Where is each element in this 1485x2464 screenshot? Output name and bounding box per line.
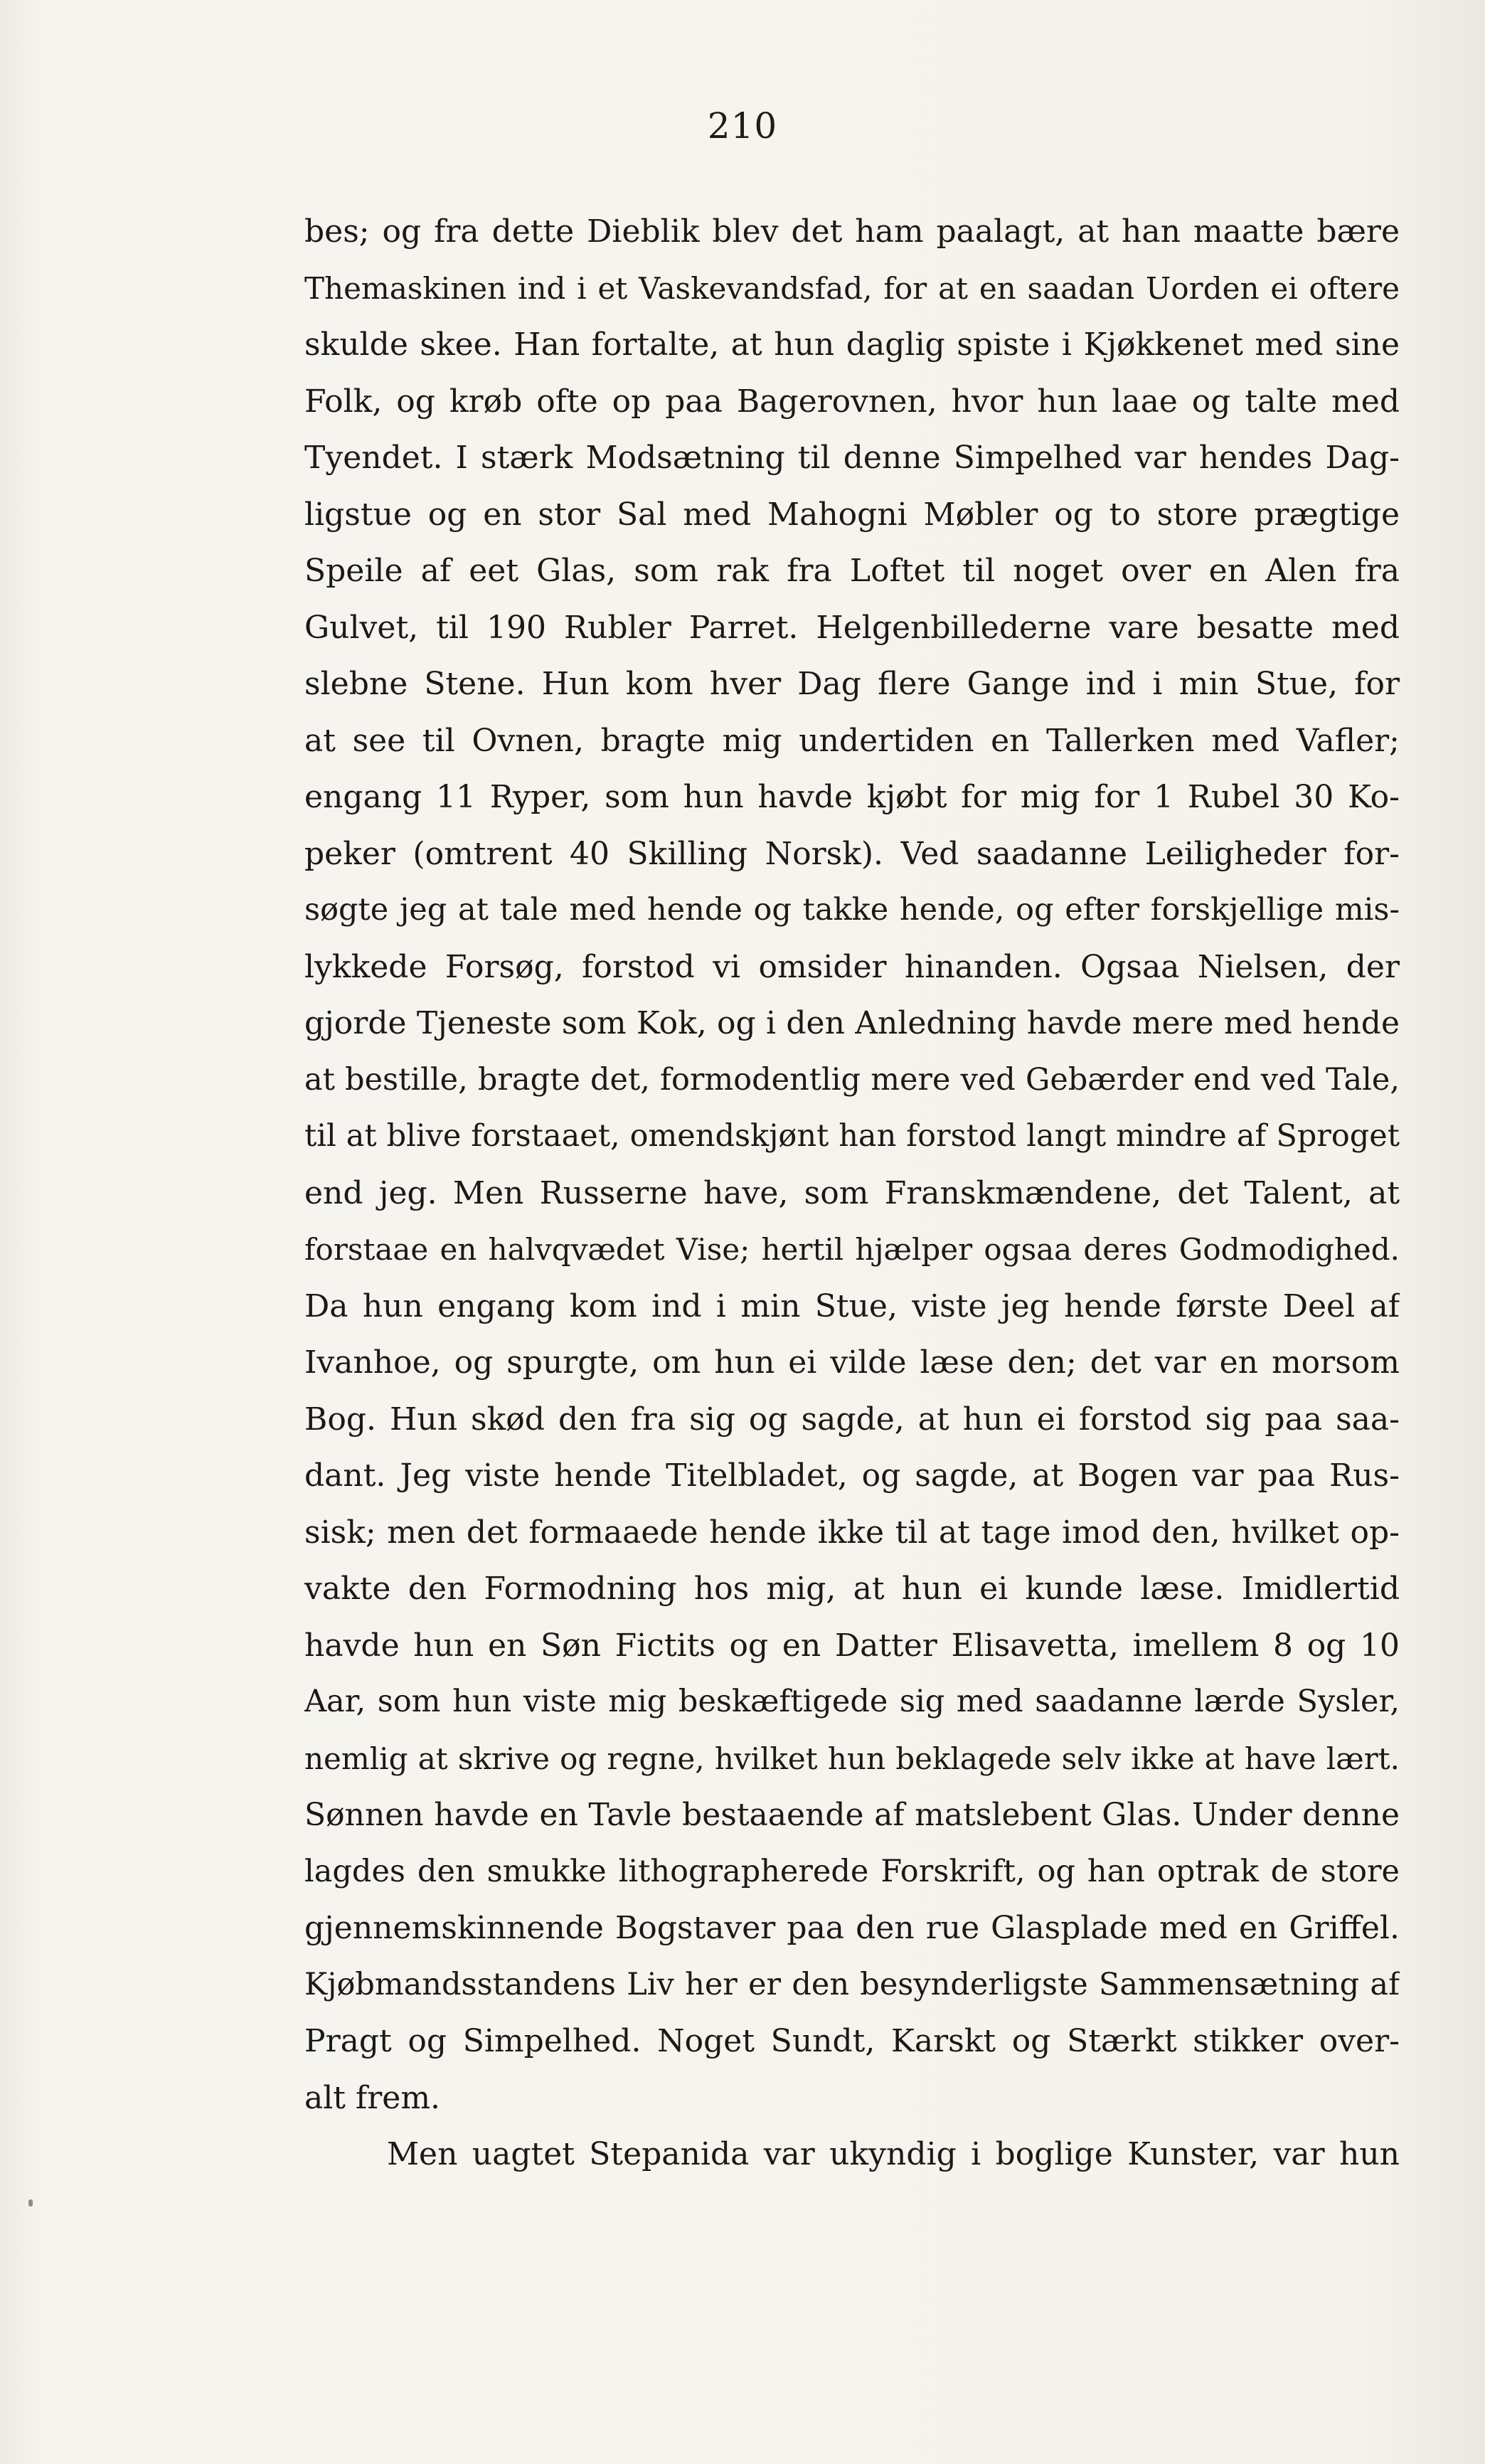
text-line: Pragt og Simpelhed. Noget Sundt, Karskt og Stærkt stikker over- xyxy=(304,2023,1400,2059)
text-line: peker (omtrent 40 Skilling Norsk). Ved saadanne Leiligheder for- xyxy=(304,835,1400,872)
text-line: skulde skee. Han fortalte, at hun daglig spiste i Kjøkkenet med sine xyxy=(304,326,1400,363)
text-line: engang 11 Ryper, som hun havde kjøbt for mig for 1 Rubel 30 Ko- xyxy=(304,779,1400,815)
text-line: havde hun en Søn Fictits og en Datter Elisavetta, imellem 8 og 10 xyxy=(304,1627,1400,1664)
text-line: at see til Ovnen, bragte mig undertiden en Tallerken med Vafler; xyxy=(304,722,1400,759)
text-line: Themaskinen ind i et Vaskevandsfad, for at en saadan Uorden ei oftere xyxy=(304,270,1400,306)
text-line: til at blive forstaaet, omendskjønt han forstod langt mindre af Sproget xyxy=(304,1118,1400,1154)
text-line: nemlig at skrive og regne, hvilket hun beklagede selv ikke at have lært. xyxy=(304,1741,1400,1776)
text-line: Speile af eet Glas, som rak fra Loftet til noget over en Alen fra xyxy=(304,553,1400,589)
text-line: Aar, som hun viste mig beskæftigede sig med saadanne lærde Sysler, xyxy=(304,1684,1400,1719)
text-line: Folk, og krøb ofte op paa Bagerovnen, hvor hun laae og talte med xyxy=(304,383,1400,420)
text-line: Sønnen havde en Tavle bestaaende af matslebent Glas. Under denne xyxy=(304,1797,1400,1833)
margin-speck xyxy=(28,2199,33,2207)
text-line: bes; og fra dette Dieblik blev det ham paalagt, at han maatte bære xyxy=(304,213,1400,250)
text-line: Bog. Hun skød den fra sig og sagde, at hun ei forstod sig paa saa- xyxy=(304,1401,1400,1438)
paragraph-end-line: alt frem. xyxy=(304,2079,441,2116)
text-line: søgte jeg at tale med hende og takke hende, og efter forskjellige mis- xyxy=(304,892,1400,928)
text-line: Kjøbmandsstandens Liv her er den besynderligste Sammensætning af xyxy=(304,1966,1400,2002)
text-line: vakte den Formodning hos mig, at hun ei kunde læse. Imidlertid xyxy=(304,1571,1400,1607)
text-line: Ivanhoe, og spurgte, om hun ei vilde læse den; det var en morsom xyxy=(304,1344,1400,1381)
text-line: slebne Stene. Hun kom hver Dag flere Gange ind i min Stue, for xyxy=(304,666,1400,702)
text-line: ligstue og en stor Sal med Mahogni Møbler og to store prægtige xyxy=(304,496,1400,533)
text-line: Da hun engang kom ind i min Stue, viste jeg hende første Deel af xyxy=(304,1287,1400,1324)
text-line: sisk; men det formaaede hende ikke til at tage imod den, hvilket op- xyxy=(304,1514,1400,1551)
body-text xyxy=(304,203,1400,2183)
text-line: forstaae en halvqvædet Vise; hertil hjælper ogsaa deres Godmodighed. xyxy=(304,1232,1400,1267)
text-line: Tyendet. I stærk Modsætning til denne Simpelhed var hendes Dag- xyxy=(304,440,1400,476)
text-line: end jeg. Men Russerne have, som Franskmændene, det Talent, at xyxy=(304,1174,1400,1211)
text-line: gjennemskinnende Bogstaver paa den rue Glasplade med en Griffel. xyxy=(304,1910,1400,1946)
text-line: lagdes den smukke lithographerede Forskrift, og han optrak de store xyxy=(304,1853,1400,1889)
text-line: dant. Jeg viste hende Titelbladet, og sagde, at Bogen var paa Rus- xyxy=(304,1457,1400,1494)
text-line: at bestille, bragte det, formodentlig mere ved Gebærder end ved Tale, xyxy=(304,1061,1400,1098)
paragraph-start-line: Men uagtet Stepanida var ukyndig i boglige Kunster, var hun xyxy=(387,2136,1400,2172)
text-line: Gulvet, til 190 Rubler Parret. Helgenbillederne vare besatte med xyxy=(304,609,1400,646)
text-line: gjorde Tjeneste som Kok, og i den Anledning havde mere med hende xyxy=(304,1005,1400,1041)
page-number: 210 xyxy=(707,105,778,147)
text-line: lykkede Forsøg, forstod vi omsider hinanden. Ogsaa Nielsen, der xyxy=(304,948,1400,985)
